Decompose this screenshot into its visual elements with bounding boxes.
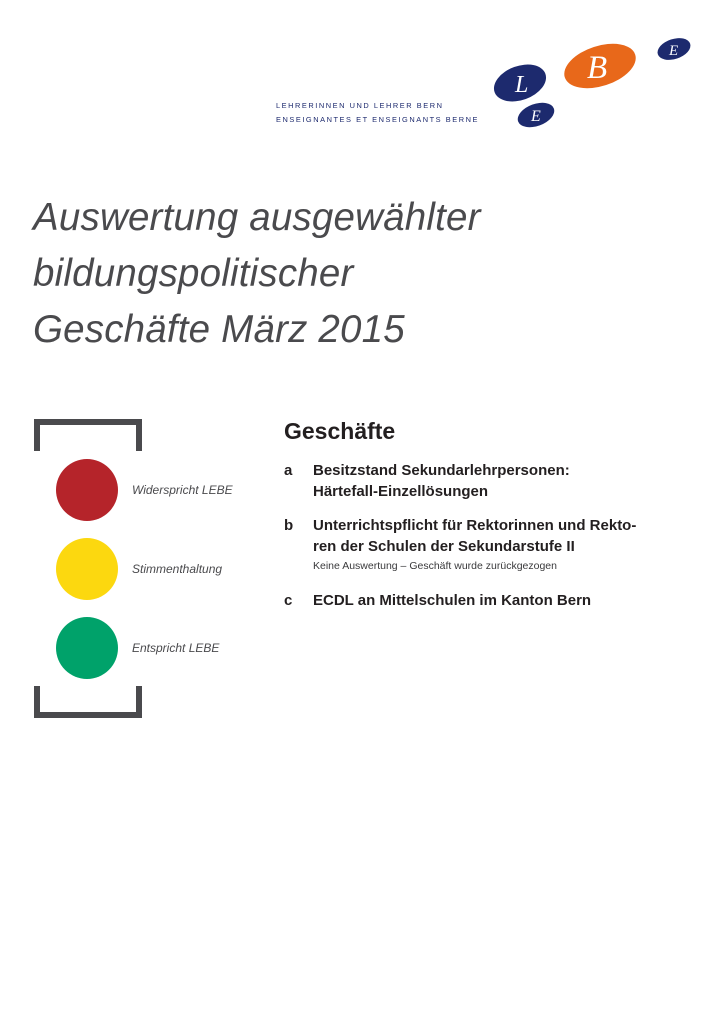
item-text (313, 590, 704, 611)
legend-label-green: Entspricht LEBE (132, 641, 220, 655)
logo-letter-e-bottom: E (531, 108, 541, 125)
legend-label-yellow: Stimmenthaltung (132, 562, 223, 576)
item-text-line: ren der Schulen der Sekundarstufe II (313, 538, 575, 555)
logo-letter-l: L (515, 72, 529, 98)
page-title-line-3: Geschäfte März 2015 (33, 308, 405, 351)
item-text-line: Härtefall-Einzellösungen (313, 483, 489, 500)
list-item (284, 590, 704, 611)
item-text-line: ECDL an Mittelschulen im Kanton Bern (313, 592, 592, 609)
bracket-bottom (34, 686, 142, 718)
legend-label-red: Widerspricht LEBE (132, 483, 233, 497)
item-letter: b (284, 517, 294, 534)
org-name-de: LEHRERINNEN UND LEHRER BERN (276, 101, 444, 110)
org-name-fr: ENSEIGNANTES ET ENSEIGNANTS BERNE (276, 115, 479, 124)
page-title (33, 190, 481, 358)
green-light (56, 617, 118, 679)
item-text (313, 460, 704, 502)
item-note: Keine Auswertung – Geschäft wurde zurückgezogen (313, 560, 557, 572)
logo-letter-e-top: E (669, 43, 679, 59)
item-text-line: Besitzstand Sekundarlehrpersonen: (313, 462, 570, 479)
lebe-logo (490, 34, 695, 132)
page-title-line-2: bildungspolitischer (33, 252, 354, 295)
list-item (284, 515, 704, 572)
yellow-light (56, 538, 118, 600)
item-text-line: Unterrichtspflicht für Rektorinnen und Rekto- (313, 517, 637, 534)
item-letter: a (284, 462, 293, 479)
section-heading: Geschäfte (284, 418, 396, 444)
list-item (284, 460, 704, 502)
page-title-line-1: Auswertung ausgewählter (33, 196, 481, 239)
logo-letter-b: B (587, 50, 608, 86)
red-light (56, 459, 118, 521)
bracket-top (34, 419, 142, 451)
item-letter: c (284, 592, 293, 609)
item-text (313, 515, 704, 557)
